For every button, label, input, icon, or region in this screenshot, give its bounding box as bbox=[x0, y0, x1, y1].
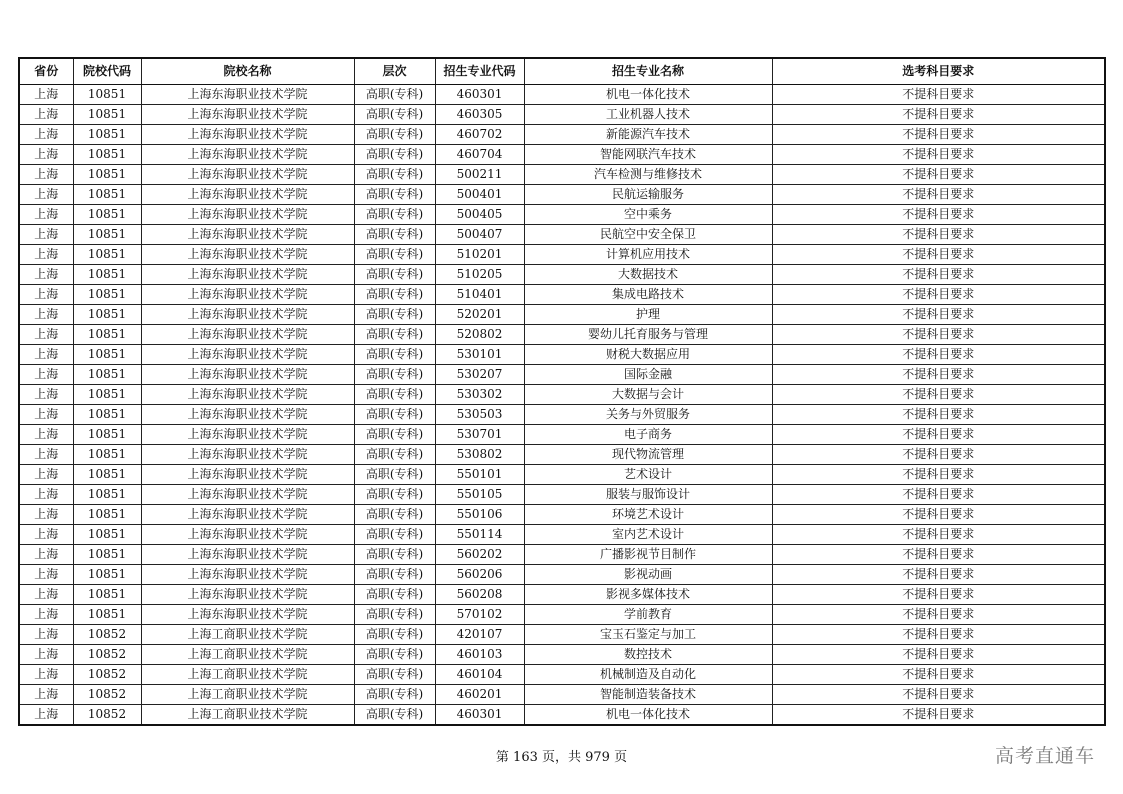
cell-major-name: 大数据与会计 bbox=[524, 385, 772, 405]
cell-school-name: 上海工商职业技术学院 bbox=[141, 705, 354, 726]
table-row bbox=[19, 325, 1105, 345]
cell-major-code: 420107 bbox=[435, 625, 524, 645]
cell-level: 高职(专科) bbox=[354, 185, 435, 205]
cell-subject-requirement: 不提科目要求 bbox=[772, 145, 1105, 165]
cell-major-code: 550105 bbox=[435, 485, 524, 505]
cell-level: 高职(专科) bbox=[354, 705, 435, 726]
cell-major-name: 机械制造及自动化 bbox=[524, 665, 772, 685]
admissions-table bbox=[18, 57, 1106, 726]
cell-school-name: 上海东海职业技术学院 bbox=[141, 225, 354, 245]
cell-school-name: 上海东海职业技术学院 bbox=[141, 85, 354, 105]
cell-major-code: 510401 bbox=[435, 285, 524, 305]
table-row bbox=[19, 705, 1105, 726]
cell-school-code: 10852 bbox=[73, 685, 141, 705]
cell-major-name: 机电一体化技术 bbox=[524, 85, 772, 105]
cell-province: 上海 bbox=[19, 525, 73, 545]
cell-major-code: 550101 bbox=[435, 465, 524, 485]
cell-province: 上海 bbox=[19, 305, 73, 325]
cell-level: 高职(专科) bbox=[354, 285, 435, 305]
cell-school-name: 上海东海职业技术学院 bbox=[141, 545, 354, 565]
cell-school-name: 上海东海职业技术学院 bbox=[141, 345, 354, 365]
cell-subject-requirement: 不提科目要求 bbox=[772, 505, 1105, 525]
cell-level: 高职(专科) bbox=[354, 625, 435, 645]
cell-province: 上海 bbox=[19, 165, 73, 185]
cell-subject-requirement: 不提科目要求 bbox=[772, 385, 1105, 405]
cell-subject-requirement: 不提科目要求 bbox=[772, 645, 1105, 665]
table-row bbox=[19, 105, 1105, 125]
cell-province: 上海 bbox=[19, 205, 73, 225]
cell-province: 上海 bbox=[19, 665, 73, 685]
cell-province: 上海 bbox=[19, 625, 73, 645]
cell-level: 高职(专科) bbox=[354, 685, 435, 705]
cell-major-name: 空中乘务 bbox=[524, 205, 772, 225]
cell-province: 上海 bbox=[19, 105, 73, 125]
cell-school-name: 上海东海职业技术学院 bbox=[141, 385, 354, 405]
cell-level: 高职(专科) bbox=[354, 425, 435, 445]
table-row bbox=[19, 425, 1105, 445]
table-row bbox=[19, 345, 1105, 365]
cell-major-name: 计算机应用技术 bbox=[524, 245, 772, 265]
cell-school-code: 10851 bbox=[73, 265, 141, 285]
cell-province: 上海 bbox=[19, 605, 73, 625]
table-row bbox=[19, 685, 1105, 705]
cell-school-name: 上海工商职业技术学院 bbox=[141, 645, 354, 665]
cell-major-name: 宝玉石鉴定与加工 bbox=[524, 625, 772, 645]
table-row bbox=[19, 305, 1105, 325]
cell-major-code: 510205 bbox=[435, 265, 524, 285]
cell-province: 上海 bbox=[19, 185, 73, 205]
cell-province: 上海 bbox=[19, 405, 73, 425]
cell-school-name: 上海东海职业技术学院 bbox=[141, 185, 354, 205]
cell-school-code: 10851 bbox=[73, 245, 141, 265]
cell-school-code: 10851 bbox=[73, 525, 141, 545]
cell-major-code: 530503 bbox=[435, 405, 524, 425]
cell-subject-requirement: 不提科目要求 bbox=[772, 185, 1105, 205]
cell-level: 高职(专科) bbox=[354, 305, 435, 325]
cell-major-name: 广播影视节目制作 bbox=[524, 545, 772, 565]
cell-major-code: 460301 bbox=[435, 705, 524, 726]
cell-school-code: 10851 bbox=[73, 225, 141, 245]
table-row bbox=[19, 525, 1105, 545]
cell-school-code: 10851 bbox=[73, 105, 141, 125]
cell-school-name: 上海东海职业技术学院 bbox=[141, 365, 354, 385]
cell-school-code: 10851 bbox=[73, 505, 141, 525]
cell-level: 高职(专科) bbox=[354, 125, 435, 145]
table-row bbox=[19, 445, 1105, 465]
cell-major-code: 530302 bbox=[435, 385, 524, 405]
header-school-name: 院校名称 bbox=[141, 58, 354, 85]
cell-school-name: 上海工商职业技术学院 bbox=[141, 665, 354, 685]
cell-major-name: 服装与服饰设计 bbox=[524, 485, 772, 505]
cell-major-code: 550114 bbox=[435, 525, 524, 545]
cell-major-code: 500401 bbox=[435, 185, 524, 205]
cell-province: 上海 bbox=[19, 365, 73, 385]
header-level: 层次 bbox=[354, 58, 435, 85]
table-row bbox=[19, 245, 1105, 265]
table-row bbox=[19, 665, 1105, 685]
cell-province: 上海 bbox=[19, 125, 73, 145]
table-row bbox=[19, 145, 1105, 165]
cell-province: 上海 bbox=[19, 225, 73, 245]
cell-major-code: 500405 bbox=[435, 205, 524, 225]
cell-school-code: 10851 bbox=[73, 145, 141, 165]
cell-subject-requirement: 不提科目要求 bbox=[772, 105, 1105, 125]
cell-major-name: 艺术设计 bbox=[524, 465, 772, 485]
table-row bbox=[19, 485, 1105, 505]
cell-level: 高职(专科) bbox=[354, 165, 435, 185]
cell-level: 高职(专科) bbox=[354, 365, 435, 385]
cell-subject-requirement: 不提科目要求 bbox=[772, 485, 1105, 505]
table-row bbox=[19, 565, 1105, 585]
cell-school-name: 上海东海职业技术学院 bbox=[141, 285, 354, 305]
cell-school-name: 上海东海职业技术学院 bbox=[141, 485, 354, 505]
cell-subject-requirement: 不提科目要求 bbox=[772, 405, 1105, 425]
cell-major-code: 520201 bbox=[435, 305, 524, 325]
cell-major-name: 学前教育 bbox=[524, 605, 772, 625]
cell-school-code: 10851 bbox=[73, 365, 141, 385]
cell-level: 高职(专科) bbox=[354, 145, 435, 165]
cell-major-code: 550106 bbox=[435, 505, 524, 525]
cell-school-name: 上海东海职业技术学院 bbox=[141, 465, 354, 485]
table-row bbox=[19, 465, 1105, 485]
cell-school-name: 上海东海职业技术学院 bbox=[141, 165, 354, 185]
cell-level: 高职(专科) bbox=[354, 245, 435, 265]
cell-school-code: 10852 bbox=[73, 705, 141, 726]
cell-province: 上海 bbox=[19, 425, 73, 445]
cell-level: 高职(专科) bbox=[354, 345, 435, 365]
cell-major-name: 婴幼儿托育服务与管理 bbox=[524, 325, 772, 345]
cell-school-code: 10852 bbox=[73, 625, 141, 645]
cell-school-name: 上海东海职业技术学院 bbox=[141, 265, 354, 285]
table-row bbox=[19, 85, 1105, 105]
cell-major-code: 530802 bbox=[435, 445, 524, 465]
cell-province: 上海 bbox=[19, 245, 73, 265]
table-row bbox=[19, 265, 1105, 285]
header-major-code: 招生专业代码 bbox=[435, 58, 524, 85]
cell-major-name: 环境艺术设计 bbox=[524, 505, 772, 525]
cell-province: 上海 bbox=[19, 285, 73, 305]
cell-school-code: 10851 bbox=[73, 605, 141, 625]
table-row bbox=[19, 185, 1105, 205]
cell-school-name: 上海工商职业技术学院 bbox=[141, 685, 354, 705]
cell-major-code: 460301 bbox=[435, 85, 524, 105]
cell-major-name: 民航空中安全保卫 bbox=[524, 225, 772, 245]
cell-province: 上海 bbox=[19, 85, 73, 105]
cell-major-name: 机电一体化技术 bbox=[524, 705, 772, 726]
cell-level: 高职(专科) bbox=[354, 485, 435, 505]
cell-major-code: 560208 bbox=[435, 585, 524, 605]
cell-major-code: 560206 bbox=[435, 565, 524, 585]
cell-major-code: 500211 bbox=[435, 165, 524, 185]
cell-subject-requirement: 不提科目要求 bbox=[772, 225, 1105, 245]
table-row bbox=[19, 385, 1105, 405]
cell-province: 上海 bbox=[19, 325, 73, 345]
cell-school-code: 10851 bbox=[73, 285, 141, 305]
cell-school-name: 上海东海职业技术学院 bbox=[141, 565, 354, 585]
cell-province: 上海 bbox=[19, 465, 73, 485]
cell-school-name: 上海东海职业技术学院 bbox=[141, 205, 354, 225]
cell-school-name: 上海东海职业技术学院 bbox=[141, 585, 354, 605]
cell-major-name: 电子商务 bbox=[524, 425, 772, 445]
cell-school-code: 10852 bbox=[73, 665, 141, 685]
cell-level: 高职(专科) bbox=[354, 445, 435, 465]
cell-major-name: 现代物流管理 bbox=[524, 445, 772, 465]
cell-major-code: 560202 bbox=[435, 545, 524, 565]
cell-school-name: 上海东海职业技术学院 bbox=[141, 305, 354, 325]
cell-subject-requirement: 不提科目要求 bbox=[772, 285, 1105, 305]
cell-major-name: 智能网联汽车技术 bbox=[524, 145, 772, 165]
cell-school-code: 10851 bbox=[73, 565, 141, 585]
cell-school-code: 10851 bbox=[73, 405, 141, 425]
cell-major-name: 影视动画 bbox=[524, 565, 772, 585]
cell-subject-requirement: 不提科目要求 bbox=[772, 125, 1105, 145]
cell-school-code: 10851 bbox=[73, 485, 141, 505]
cell-major-name: 民航运输服务 bbox=[524, 185, 772, 205]
cell-subject-requirement: 不提科目要求 bbox=[772, 85, 1105, 105]
table-row bbox=[19, 365, 1105, 385]
table-row bbox=[19, 605, 1105, 625]
cell-major-name: 工业机器人技术 bbox=[524, 105, 772, 125]
cell-school-code: 10851 bbox=[73, 465, 141, 485]
cell-province: 上海 bbox=[19, 265, 73, 285]
table-row bbox=[19, 545, 1105, 565]
cell-province: 上海 bbox=[19, 385, 73, 405]
cell-school-name: 上海东海职业技术学院 bbox=[141, 525, 354, 545]
table-row bbox=[19, 625, 1105, 645]
cell-subject-requirement: 不提科目要求 bbox=[772, 365, 1105, 385]
cell-school-name: 上海东海职业技术学院 bbox=[141, 605, 354, 625]
cell-school-code: 10851 bbox=[73, 385, 141, 405]
cell-major-name: 关务与外贸服务 bbox=[524, 405, 772, 425]
cell-subject-requirement: 不提科目要求 bbox=[772, 265, 1105, 285]
cell-subject-requirement: 不提科目要求 bbox=[772, 665, 1105, 685]
table-row bbox=[19, 125, 1105, 145]
cell-level: 高职(专科) bbox=[354, 665, 435, 685]
cell-school-name: 上海东海职业技术学院 bbox=[141, 445, 354, 465]
cell-subject-requirement: 不提科目要求 bbox=[772, 685, 1105, 705]
cell-province: 上海 bbox=[19, 565, 73, 585]
cell-level: 高职(专科) bbox=[354, 85, 435, 105]
cell-province: 上海 bbox=[19, 345, 73, 365]
cell-subject-requirement: 不提科目要求 bbox=[772, 305, 1105, 325]
table-header-row bbox=[19, 58, 1105, 85]
cell-school-code: 10851 bbox=[73, 585, 141, 605]
cell-major-code: 570102 bbox=[435, 605, 524, 625]
cell-level: 高职(专科) bbox=[354, 385, 435, 405]
cell-province: 上海 bbox=[19, 145, 73, 165]
cell-level: 高职(专科) bbox=[354, 265, 435, 285]
cell-major-code: 530101 bbox=[435, 345, 524, 365]
cell-level: 高职(专科) bbox=[354, 405, 435, 425]
cell-school-code: 10851 bbox=[73, 125, 141, 145]
cell-province: 上海 bbox=[19, 645, 73, 665]
cell-level: 高职(专科) bbox=[354, 545, 435, 565]
cell-major-code: 460305 bbox=[435, 105, 524, 125]
cell-major-name: 影视多媒体技术 bbox=[524, 585, 772, 605]
cell-level: 高职(专科) bbox=[354, 505, 435, 525]
table-row bbox=[19, 285, 1105, 305]
cell-level: 高职(专科) bbox=[354, 325, 435, 345]
cell-major-code: 510201 bbox=[435, 245, 524, 265]
cell-subject-requirement: 不提科目要求 bbox=[772, 525, 1105, 545]
header-subject-requirement: 选考科目要求 bbox=[772, 58, 1105, 85]
cell-province: 上海 bbox=[19, 505, 73, 525]
cell-major-name: 护理 bbox=[524, 305, 772, 325]
cell-level: 高职(专科) bbox=[354, 525, 435, 545]
cell-level: 高职(专科) bbox=[354, 225, 435, 245]
cell-school-code: 10851 bbox=[73, 425, 141, 445]
cell-major-code: 460104 bbox=[435, 665, 524, 685]
cell-subject-requirement: 不提科目要求 bbox=[772, 165, 1105, 185]
cell-school-code: 10851 bbox=[73, 545, 141, 565]
cell-province: 上海 bbox=[19, 485, 73, 505]
cell-province: 上海 bbox=[19, 685, 73, 705]
cell-level: 高职(专科) bbox=[354, 205, 435, 225]
cell-subject-requirement: 不提科目要求 bbox=[772, 205, 1105, 225]
header-province: 省份 bbox=[19, 58, 73, 85]
cell-major-code: 500407 bbox=[435, 225, 524, 245]
cell-province: 上海 bbox=[19, 445, 73, 465]
cell-school-code: 10851 bbox=[73, 185, 141, 205]
table-row bbox=[19, 505, 1105, 525]
cell-level: 高职(专科) bbox=[354, 565, 435, 585]
cell-subject-requirement: 不提科目要求 bbox=[772, 605, 1105, 625]
header-school-code: 院校代码 bbox=[73, 58, 141, 85]
cell-level: 高职(专科) bbox=[354, 465, 435, 485]
cell-major-code: 530701 bbox=[435, 425, 524, 445]
cell-major-name: 新能源汽车技术 bbox=[524, 125, 772, 145]
header-major-name: 招生专业名称 bbox=[524, 58, 772, 85]
cell-major-name: 数控技术 bbox=[524, 645, 772, 665]
cell-major-name: 大数据技术 bbox=[524, 265, 772, 285]
table-row bbox=[19, 205, 1105, 225]
cell-level: 高职(专科) bbox=[354, 605, 435, 625]
table-row bbox=[19, 165, 1105, 185]
cell-subject-requirement: 不提科目要求 bbox=[772, 445, 1105, 465]
cell-major-name: 智能制造装备技术 bbox=[524, 685, 772, 705]
cell-school-code: 10851 bbox=[73, 205, 141, 225]
cell-school-name: 上海东海职业技术学院 bbox=[141, 145, 354, 165]
cell-school-name: 上海东海职业技术学院 bbox=[141, 405, 354, 425]
cell-major-name: 国际金融 bbox=[524, 365, 772, 385]
cell-subject-requirement: 不提科目要求 bbox=[772, 325, 1105, 345]
cell-subject-requirement: 不提科目要求 bbox=[772, 705, 1105, 726]
cell-school-name: 上海东海职业技术学院 bbox=[141, 125, 354, 145]
cell-province: 上海 bbox=[19, 545, 73, 565]
table-row bbox=[19, 645, 1105, 665]
cell-major-code: 460103 bbox=[435, 645, 524, 665]
cell-major-code: 530207 bbox=[435, 365, 524, 385]
cell-subject-requirement: 不提科目要求 bbox=[772, 465, 1105, 485]
cell-level: 高职(专科) bbox=[354, 585, 435, 605]
cell-major-code: 460201 bbox=[435, 685, 524, 705]
cell-major-name: 财税大数据应用 bbox=[524, 345, 772, 365]
table-row bbox=[19, 405, 1105, 425]
table-body bbox=[19, 85, 1105, 726]
cell-subject-requirement: 不提科目要求 bbox=[772, 345, 1105, 365]
cell-school-name: 上海东海职业技术学院 bbox=[141, 505, 354, 525]
cell-major-code: 520802 bbox=[435, 325, 524, 345]
cell-school-code: 10851 bbox=[73, 345, 141, 365]
cell-school-code: 10851 bbox=[73, 85, 141, 105]
cell-school-name: 上海东海职业技术学院 bbox=[141, 245, 354, 265]
cell-province: 上海 bbox=[19, 585, 73, 605]
cell-school-name: 上海东海职业技术学院 bbox=[141, 105, 354, 125]
cell-school-name: 上海东海职业技术学院 bbox=[141, 325, 354, 345]
table-row bbox=[19, 585, 1105, 605]
cell-school-name: 上海东海职业技术学院 bbox=[141, 425, 354, 445]
cell-subject-requirement: 不提科目要求 bbox=[772, 425, 1105, 445]
cell-level: 高职(专科) bbox=[354, 105, 435, 125]
cell-school-code: 10851 bbox=[73, 445, 141, 465]
cell-subject-requirement: 不提科目要求 bbox=[772, 545, 1105, 565]
table-row bbox=[19, 225, 1105, 245]
cell-province: 上海 bbox=[19, 705, 73, 726]
cell-subject-requirement: 不提科目要求 bbox=[772, 625, 1105, 645]
cell-major-name: 集成电路技术 bbox=[524, 285, 772, 305]
cell-subject-requirement: 不提科目要求 bbox=[772, 245, 1105, 265]
cell-school-code: 10851 bbox=[73, 165, 141, 185]
cell-subject-requirement: 不提科目要求 bbox=[772, 585, 1105, 605]
page-number: 第 163 页，共 979 页 bbox=[495, 750, 628, 765]
cell-school-code: 10852 bbox=[73, 645, 141, 665]
cell-major-name: 室内艺术设计 bbox=[524, 525, 772, 545]
cell-major-name: 汽车检测与维修技术 bbox=[524, 165, 772, 185]
watermark-text: 高考直通车 bbox=[994, 745, 1095, 767]
cell-school-name: 上海工商职业技术学院 bbox=[141, 625, 354, 645]
cell-school-code: 10851 bbox=[73, 305, 141, 325]
cell-subject-requirement: 不提科目要求 bbox=[772, 565, 1105, 585]
cell-school-code: 10851 bbox=[73, 325, 141, 345]
cell-level: 高职(专科) bbox=[354, 645, 435, 665]
cell-major-code: 460704 bbox=[435, 145, 524, 165]
cell-major-code: 460702 bbox=[435, 125, 524, 145]
